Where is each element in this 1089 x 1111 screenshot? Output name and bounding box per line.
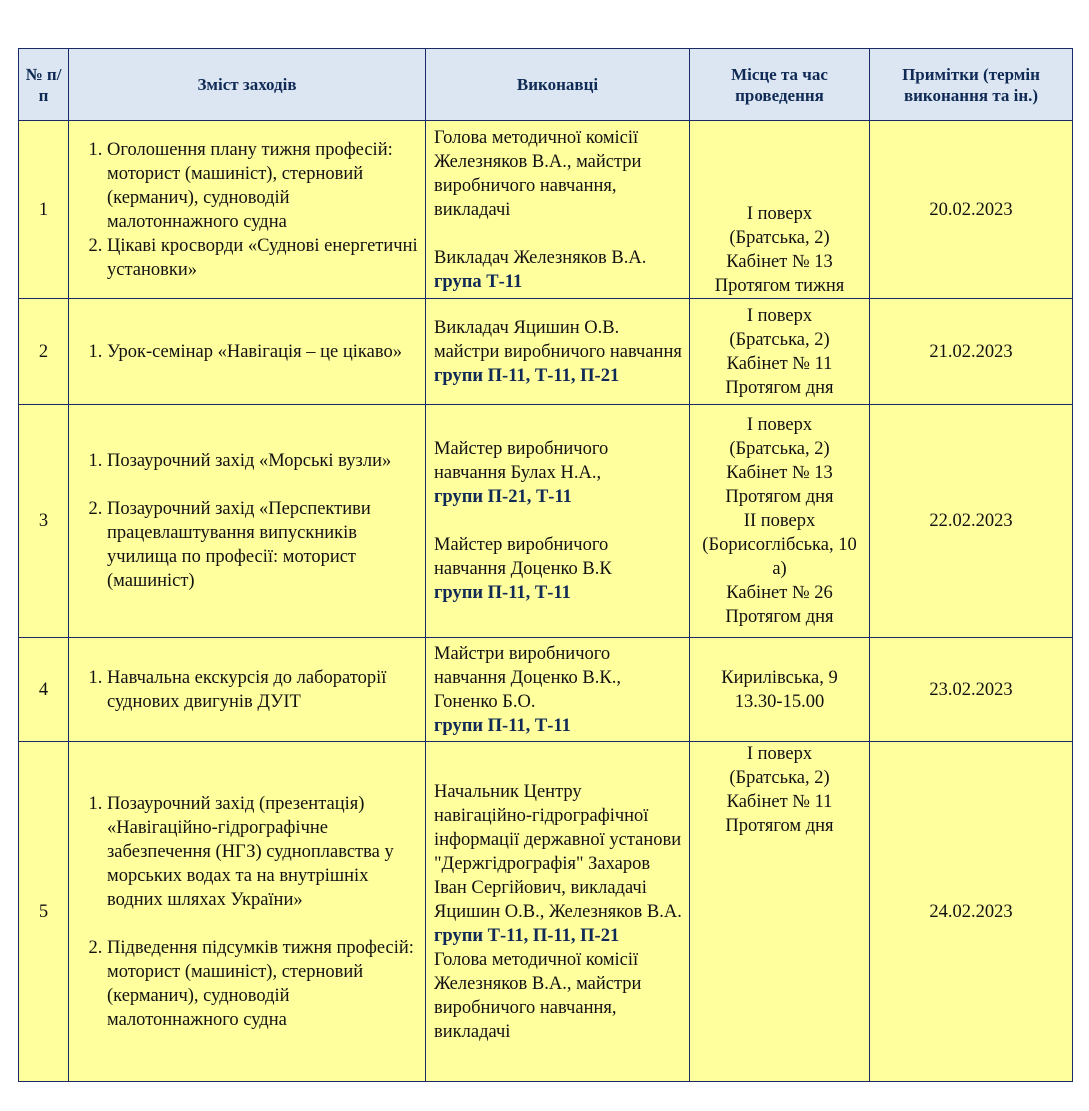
row-executors [426, 742, 690, 1082]
row-number: 4 [19, 638, 69, 742]
place-line: І поверх [746, 305, 813, 326]
row-number: 1 [19, 121, 69, 299]
row-place [690, 121, 870, 299]
table-row [19, 299, 1073, 405]
place-line: (Братська, 2) [729, 768, 830, 788]
table-row [19, 742, 1073, 1082]
row-number: 2 [19, 299, 69, 405]
header-row [19, 49, 1073, 121]
executor-text: Начальник Центру навігаційно-гідрографічної інформації державної установи "Держгідрографія" Захаров Іван Сергійович, викладачі Яцишин О.В., Железняков В.А. [434, 781, 682, 922]
executor-text: Викладач Железняков В.А. [434, 247, 647, 268]
header-executors: Виконавці [426, 49, 690, 121]
place-line: Протягом дня [725, 816, 834, 836]
place-line: Кабінет № 13 [726, 252, 833, 272]
list-item: 2. Цікаві кросворди «Суднові енергетичні установки» [107, 234, 419, 282]
place-line: (Братська, 2) [729, 228, 830, 248]
row-executors [426, 299, 690, 405]
row-executors [426, 121, 690, 299]
group-label: групи П-21, Т-11 [434, 487, 572, 507]
place-line: (Братська, 2) [729, 329, 830, 350]
place-line: І поверх [746, 744, 813, 764]
place-line: Протягом дня [725, 377, 834, 398]
row-note: 22.02.2023 [870, 405, 1073, 638]
place-line: Кабінет № 11 [726, 353, 833, 374]
list-item: 1. Позаурочний захід «Морські вузли» [107, 449, 419, 473]
executor-text: Майстер виробничого навчання Булах Н.А., [434, 439, 609, 483]
row-executors [426, 638, 690, 742]
place-line: ІІ поверх [743, 511, 816, 531]
row-place [690, 299, 870, 405]
list-item: 1. Оголошення плану тижня професій: моторист (машиніст), стерновий (керманич), судноводій малотоннажного судна [107, 138, 419, 234]
place-line: Протягом дня [725, 607, 834, 627]
place-line: І поверх [746, 415, 813, 435]
place-line: Кабінет № 26 [726, 583, 833, 603]
header-num: № п/п [19, 49, 69, 121]
row-note: 21.02.2023 [870, 299, 1073, 405]
place-line: (Братська, 2) [729, 439, 830, 459]
list-item: 1. Урок-семінар «Навігація – це цікаво» [107, 340, 419, 364]
row-note: 20.02.2023 [870, 121, 1073, 299]
group-label: групи П-11, Т-11 [434, 715, 571, 736]
place-line: Протягом тижня [714, 276, 845, 296]
row-place [690, 742, 870, 1082]
place-line: (Борисоглібська, 10 а) [702, 535, 857, 579]
executor-text: Майстри виробничого навчання Доценко В.К., Гоненко Б.О. [434, 643, 621, 712]
group-label: групи П-11, Т-11 [434, 583, 571, 603]
row-content [69, 638, 426, 742]
executor-text: Майстер виробничого навчання Доценко В.К [434, 535, 612, 579]
place-line: Кабінет № 11 [726, 792, 833, 812]
row-executors [426, 405, 690, 638]
executor-text: Голова методичної комісії Железняков В.А., майстри виробничого навчання, викладачі [434, 127, 642, 220]
row-content [69, 405, 426, 638]
group-label: групи П-11, Т-11, П-21 [434, 365, 620, 386]
group-label: група Т-11 [434, 271, 523, 292]
place-line: 13.30-15.00 [734, 691, 825, 712]
group-label: групи Т-11, П-11, П-21 [434, 925, 620, 946]
table-row [19, 121, 1073, 299]
row-number: 3 [19, 405, 69, 638]
row-number: 5 [19, 742, 69, 1082]
header-notes: Примітки (термін виконання та ін.) [870, 49, 1073, 121]
table-row [19, 405, 1073, 638]
place-line: Кирилівська, 9 [721, 667, 838, 688]
row-place [690, 405, 870, 638]
row-content [69, 299, 426, 405]
events-table [18, 48, 1073, 1082]
row-note: 24.02.2023 [870, 742, 1073, 1082]
list-item: 2. Позаурочний захід «Перспективи працевлаштування випускників училища по професії: моторист (машиніст) [107, 497, 419, 593]
place-line: Протягом дня [725, 487, 834, 507]
header-content: Зміст заходів [69, 49, 426, 121]
row-content [69, 121, 426, 299]
executor-text: Голова методичної комісії Железняков В.А., майстри виробничого навчання, викладачі [434, 949, 642, 1042]
list-item: 2. Підведення підсумків тижня професій: моторист (машиніст), стерновий (керманич), судноводій малотоннажного судна [107, 936, 419, 1032]
place-line: І поверх [746, 204, 813, 224]
row-content [69, 742, 426, 1082]
place-line: Кабінет № 13 [726, 463, 833, 483]
table-row [19, 638, 1073, 742]
list-item: 1. Навчальна екскурсія до лабораторії суднових двигунів ДУІТ [107, 666, 419, 714]
executor-text: Викладач Яцишин О.В. майстри виробничого навчання [434, 317, 682, 362]
row-note: 23.02.2023 [870, 638, 1073, 742]
list-item: 1. Позаурочний захід (презентація) «Навігаційно-гідрографічне забезпечення (НГЗ) судноплавства у морських водах та на внутрішніх водних шляхах України» [107, 792, 419, 912]
row-place [690, 638, 870, 742]
header-place: Місце та час проведення [690, 49, 870, 121]
